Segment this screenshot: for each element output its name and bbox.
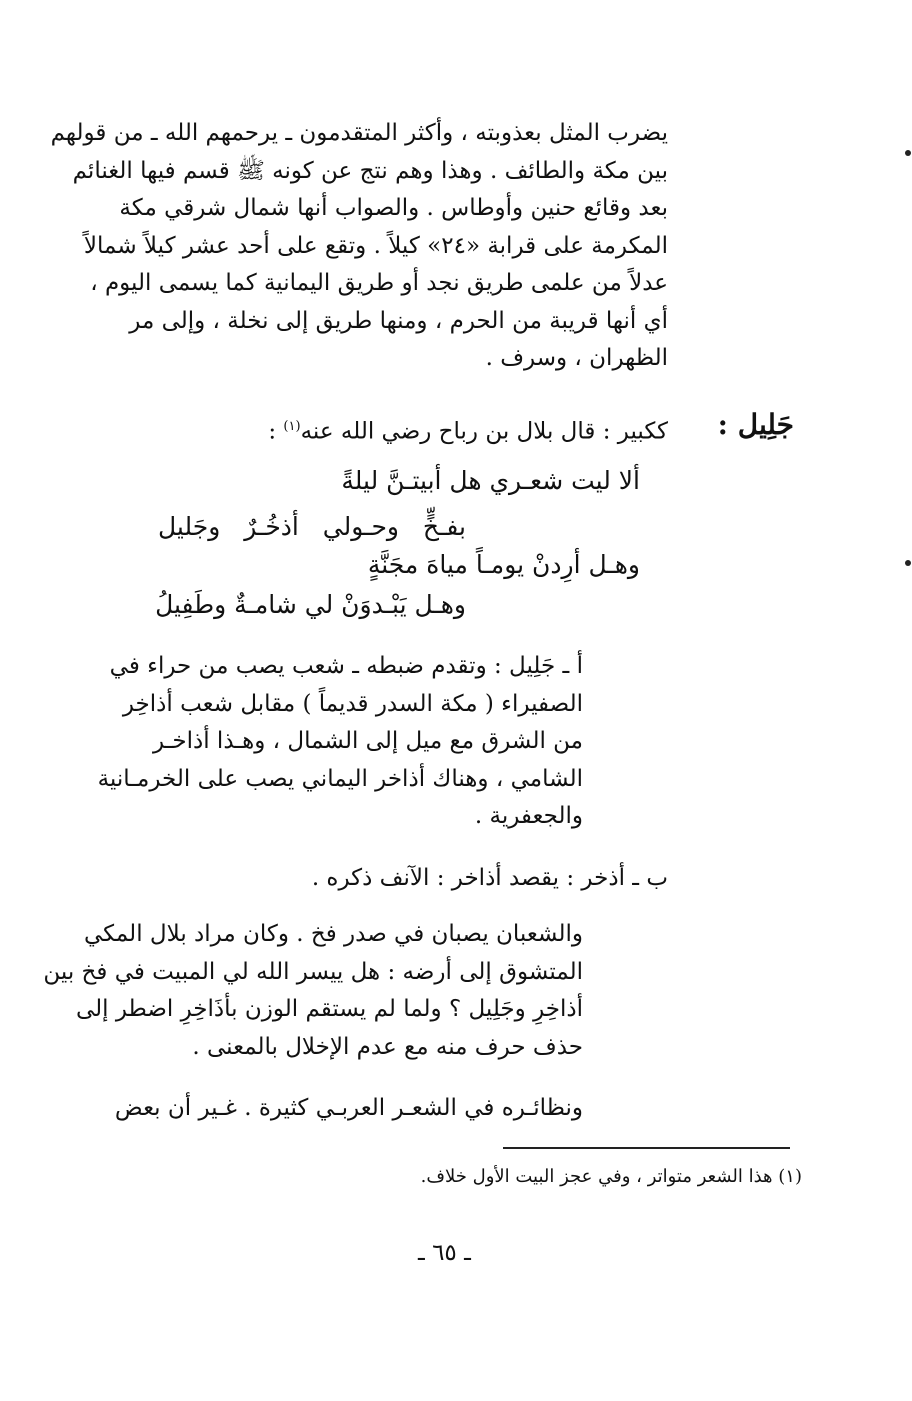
verse-line-4: وهـل يَبْـدوَنْ لي شامـةٌ وطَفِيلُ bbox=[155, 590, 466, 619]
text-line: الظهران ، وسرف . bbox=[485, 345, 668, 371]
text-line: بعد وقائع حنين وأوطاس . والصواب أنها شمال شرقي مكة bbox=[119, 195, 668, 221]
footnote-divider bbox=[503, 1147, 790, 1149]
verse-line-1: ألا ليت شعـري هل أبيتـنَّ ليلةً bbox=[341, 466, 640, 495]
paragraph-b: ب ـ أذخر : يقصد أذاخر : الآنف ذكره . bbox=[311, 865, 668, 891]
text-line: ونظائـره في الشعـر العربـي كثيرة . غـير أن بعض bbox=[114, 1095, 583, 1121]
text-line: من الشرق مع ميل إلى الشمال ، وهـذا أذاخـر bbox=[152, 728, 583, 754]
text-line: بين مكة والطائف . وهذا وهم نتج عن كونه ﷺ قسم فيها الغنائم bbox=[72, 157, 668, 184]
text-line: الشامي ، وهناك أذاخر اليماني يصب على الخرمـانية bbox=[97, 765, 583, 792]
paragraph-intro bbox=[50, 115, 668, 378]
margin-dot-middle bbox=[905, 560, 911, 566]
text-line: حذف حرف منه مع عدم الإخلال بالمعنى . bbox=[192, 1033, 583, 1060]
footnote-marker: (١) bbox=[283, 419, 301, 434]
paragraph-explanation bbox=[43, 916, 583, 1066]
paragraph-continuation bbox=[114, 1090, 583, 1128]
footnote-text: (١) هذا الشعر متواتر ، وفي عجز البيت الأول خلاف. bbox=[420, 1166, 802, 1187]
entry-intro-text: ككبير : قال بلال بن رباح رضي الله عنه bbox=[300, 418, 668, 445]
text-line: الصفيراء ( مكة السدر قديماً ) مقابل شعب أذاخِر bbox=[122, 690, 583, 717]
text-line: عدلاً من علمى طريق نجد أو طريق اليمانية كما يسمى اليوم ، bbox=[90, 270, 668, 296]
entry-colon: : bbox=[268, 418, 284, 445]
verse-line-2: بفـخٍّ وحـولي أذخُـرٌ وجَليل bbox=[158, 512, 466, 541]
text-line: يضرب المثل بعذوبته ، وأكثر المتقدمون ـ يرحمهم الله ـ من قولهم bbox=[50, 120, 668, 146]
text-line: والشعبان يصبان في صدر فخ . وكان مراد بلال المكي bbox=[84, 921, 583, 947]
verse-line-3: وهـل أرِدنْ يومـاً مياهَ مجَنَّةٍ bbox=[367, 550, 640, 579]
text-line: والجعفرية . bbox=[474, 803, 583, 829]
text-line: المتشوق إلى أرضه : هل ييسر الله لي المبيت في فخ بين bbox=[43, 958, 583, 985]
page-number: ـ ٦٥ ـ bbox=[418, 1240, 471, 1266]
margin-dot-top bbox=[905, 150, 911, 156]
paragraph-a bbox=[97, 648, 583, 836]
entry-intro-line bbox=[268, 408, 668, 451]
text-line: أي أنها قريبة من الحرم ، ومنها طريق إلى نخلة ، وإلى مر bbox=[129, 307, 668, 334]
text-line: أذاخِرِ وجَلِيل ؟ ولما لم يستقم الوزن بأذَاخِرِ اضطر إلى bbox=[75, 996, 583, 1022]
text-line: المكرمة على قرابة «٢٤» كيلاً . وتقع على أحد عشر كيلاً شمالاً bbox=[83, 232, 668, 259]
text-line: أ ـ جَلِيل : وتقدم ضبطه ـ شعب يصب من حراء في bbox=[109, 653, 583, 679]
entry-headword: جَلِيل : bbox=[717, 408, 794, 441]
